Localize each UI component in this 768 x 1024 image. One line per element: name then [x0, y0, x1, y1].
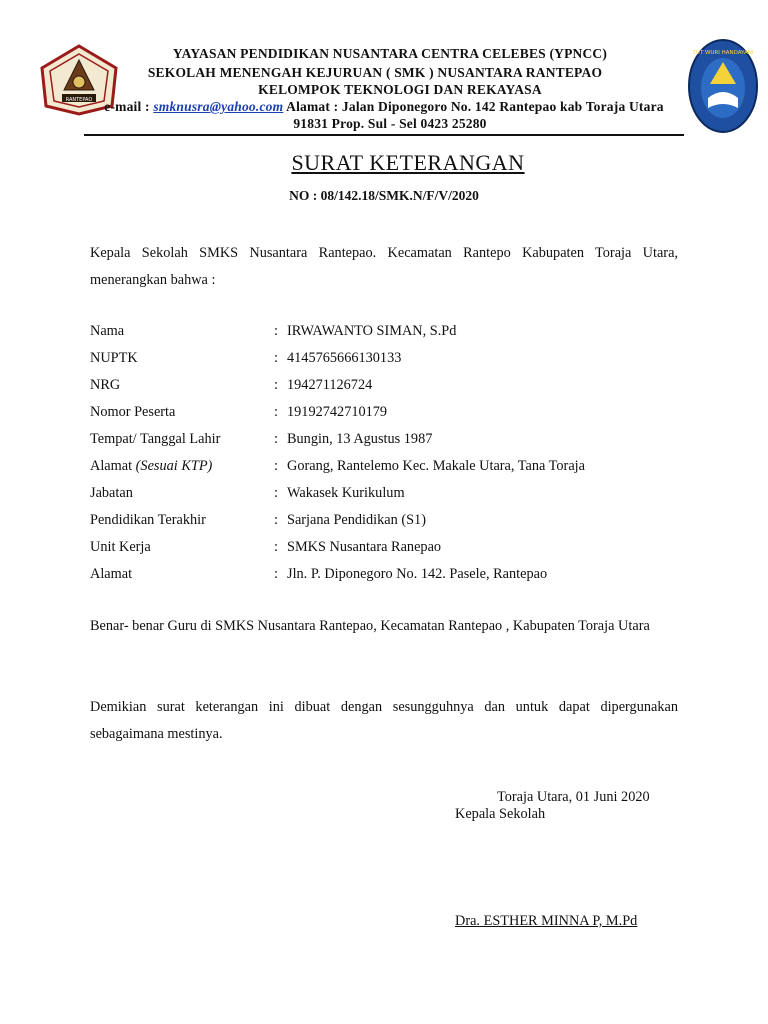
field-colon: : [274, 539, 278, 555]
field-value: Bungin, 13 Agustus 1987 [287, 431, 433, 447]
kop-contact [0, 99, 768, 115]
field-colon: : [274, 404, 278, 420]
field-colon: : [274, 485, 278, 501]
field-value: Sarjana Pendidikan (S1) [287, 512, 426, 528]
field-value: 4145765666130133 [287, 350, 402, 366]
field-colon: : [274, 566, 278, 582]
logo-left-text: RANTEPAO [65, 97, 93, 103]
field-colon: : [274, 350, 278, 366]
field-label: Nama [90, 323, 125, 339]
field-label: NUPTK [90, 350, 138, 366]
field-colon: : [274, 377, 278, 393]
statement-paragraph: Benar- benar Guru di SMKS Nusantara Rantepao, Kecamatan Rantepao , Kabupaten Toraja Utara [90, 618, 650, 634]
letterhead-divider [84, 134, 684, 136]
field-label: Jabatan [90, 485, 133, 501]
field-label: NRG [90, 377, 121, 393]
closing-paragraph: Demikian surat keterangan ini dibuat dengan sesungguhnya dan untuk dapat dipergunakan sebagaimana mestinya. [90, 699, 678, 742]
field-label: Alamat [90, 566, 133, 582]
kop-foundation: YAYASAN PENDIDIKAN NUSANTARA CENTRA CELEBES (YPNCC) [172, 46, 608, 61]
field-value: Gorang, Rantelemo Kec. Makale Utara, Tana Toraja [287, 458, 585, 474]
field-value: SMKS Nusantara Ranepao [287, 539, 442, 555]
field-label: Nomor Peserta [90, 404, 176, 420]
field-value: 19192742710179 [287, 404, 388, 420]
email-link[interactable]: smknusra@yahoo.com [153, 99, 284, 114]
field-label-note: (Sesuai KTP) [135, 458, 213, 474]
field-label [90, 453, 212, 480]
kop-group: KELOMPOK TEKNOLOGI DAN REKAYASA [258, 82, 542, 97]
field-label-text: Alamat [90, 458, 133, 474]
kop-address: Alamat : Jalan Diponegoro No. 142 Rantepao kab Toraja Utara [286, 99, 664, 114]
place-date: Toraja Utara, 01 Juni 2020 [497, 789, 650, 805]
field-value: Jln. P. Diponegoro No. 142. Pasele, Rantepao [287, 566, 548, 582]
field-label: Unit Kerja [90, 539, 151, 555]
field-label: Tempat/ Tanggal Lahir [90, 431, 221, 447]
signatory-position: Kepala Sekolah [455, 806, 546, 822]
logo-right-text: TUT WURI HANDAYANI [692, 50, 754, 56]
field-value: IRWAWANTO SIMAN, S.Pd [287, 323, 457, 339]
field-value: Wakasek Kurikulum [287, 485, 405, 501]
field-colon: : [274, 512, 278, 528]
field-value: 194271126724 [287, 377, 373, 393]
document-number: NO : 08/142.18/SMK.N/F/V/2020 [289, 188, 479, 203]
field-label: Pendidikan Terakhir [90, 512, 206, 528]
field-colon: : [274, 458, 278, 474]
kop-school: SEKOLAH MENENGAH KEJURUAN ( SMK ) NUSANTARA RANTEPAO [147, 65, 603, 80]
signatory-name: Dra. ESTHER MINNA P, M.Pd [455, 913, 638, 929]
email-label: e-mail : [104, 99, 150, 114]
field-colon: : [274, 431, 278, 447]
document-title: SURAT KETERANGAN [291, 150, 525, 175]
field-colon: : [274, 323, 278, 339]
opening-paragraph: Kepala Sekolah SMKS Nusantara Rantepao. Kecamatan Rantepo Kabupaten Toraja Utara, menerangkan bahwa : [90, 245, 678, 288]
kop-address-2: 91831 Prop. Sul - Sel 0423 25280 [293, 116, 487, 131]
